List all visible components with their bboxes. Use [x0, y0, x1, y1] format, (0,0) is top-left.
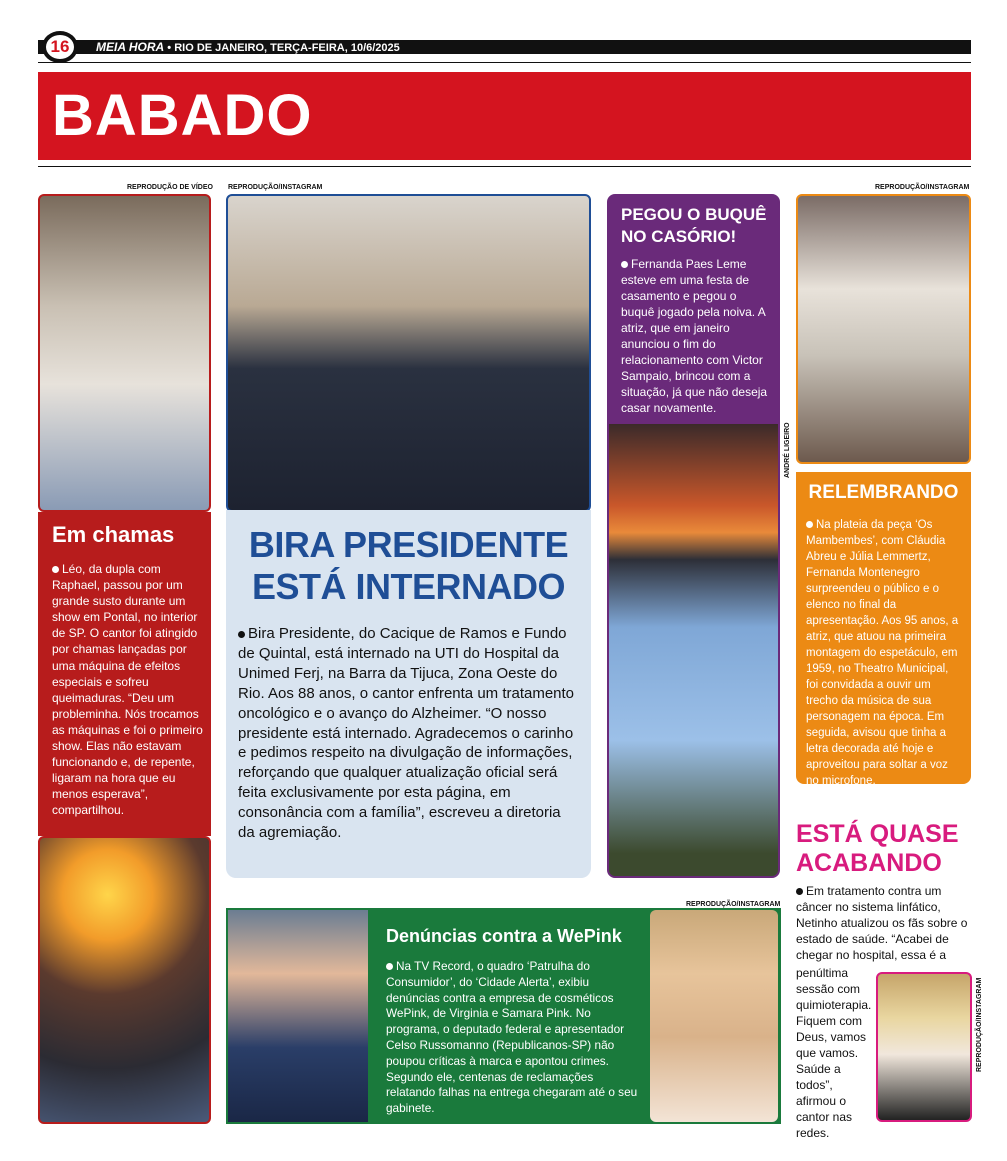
relembrando-text [806, 517, 961, 789]
photo-fernanda-paes-leme [607, 422, 780, 878]
em-chamas-title: Em chamas [52, 522, 175, 547]
photo-credit-netinho: REPRODUÇÃO/INSTAGRAM [976, 977, 983, 1072]
photo-leo-singer [38, 194, 211, 512]
bullet-icon [52, 566, 59, 573]
bira-text [238, 624, 578, 843]
relembrando-title: RELEMBRANDO [808, 482, 959, 503]
relembrando-body: Na plateia da peça ‘Os Mambembes’, com Cláudia Abreu e Júlia Lemmertz, Fernanda Montenegro surpreendeu o público e o elenco no final da apresentação. Aos 95 anos, a atriz, que atuou na primeira montagem do espetáculo, em 1959, no Theatro Municipal, foi convidada a ouvir um trecho da música de sua personagem na época. Em seguida, avisou que tinha a letra decorada até hoje e aproveitou para soltar a voz no microfone. [806, 519, 959, 787]
photo-netinho [876, 972, 972, 1122]
bullet-icon [386, 963, 393, 970]
section-title: BABADO [52, 83, 313, 148]
bira-headline: BIRA PRESIDENTE ESTÁ INTERNADO [248, 524, 569, 607]
photo-leo-flames [38, 836, 211, 1124]
photo-bira-presidente [226, 194, 591, 512]
bullet-icon [621, 261, 628, 268]
photo-credit-montenegro: REPRODUÇÃO/INSTAGRAM [875, 184, 970, 191]
quase-acabando-body-top: Em tratamento contra um câncer no sistema linfático, Netinho atualizou os fãs sobre o estado de saúde. “Acabei de chegar no hospital, essa é a [796, 884, 968, 962]
bullet-icon [806, 521, 813, 528]
photo-credit-wepink: REPRODUÇÃO/INSTAGRAM [686, 901, 781, 908]
photo-credit-bira: REPRODUÇÃO/INSTAGRAM [228, 184, 323, 191]
wepink-title: Denúncias contra a WePink [386, 926, 622, 946]
photo-credit-fernanda: ANDRÉ LIGEIRO [784, 422, 791, 478]
buque-body: Fernanda Paes Leme esteve em uma festa de casamento e pegou o buquê jogado pela noiva. A atriz, que em janeiro anunciou o fim do relacionamento com Victor Sampaio, brincou com a situação, já que não deseja casar novamente. [621, 257, 768, 415]
quase-acabando-text [796, 883, 971, 963]
bullet-icon [238, 631, 245, 638]
masthead-info: • RIO DE JANEIRO, TERÇA-FEIRA, 10/6/2025 [167, 42, 400, 54]
photo-credit-video: REPRODUÇÃO DE VÍDEO [127, 184, 213, 191]
header-rule [38, 62, 971, 63]
wepink-text [386, 959, 641, 1117]
quase-acabando-text-side: penúltima sessão com quimioterapia. Fiquem com Deus, vamos que vamos. Saúde a todos”, afirmou o cantor nas redes. [796, 966, 872, 1140]
buque-title: PEGOU O BUQUÊ NO CASÓRIO! [621, 205, 767, 246]
quase-acabando-title: ESTÁ QUASE ACABANDO [796, 820, 959, 877]
masthead [96, 40, 400, 54]
photo-celso-russomanno-frame [228, 910, 368, 1122]
em-chamas-body: Léo, da dupla com Raphael, passou por um grande susto durante um show em Pontal, no interior de SP. O cantor foi atingido por chamas lançadas por uma máquina de efeitos especiais e sofreu queimaduras. “Deu um probleminha. Nós trocamos as máquinas e foi o primeiro show. Elas não estavam funcionando e, de repente, ligaram na hora que eu menos esperava”, compartilhou. [52, 562, 203, 818]
photo-virginia [650, 910, 778, 1122]
buque-text [621, 256, 773, 416]
page-number: 16 [42, 31, 78, 63]
bullet-icon [796, 888, 803, 895]
masthead-name: MEIA HORA [96, 40, 165, 54]
bira-body: Bira Presidente, do Cacique de Ramos e Fundo de Quintal, está internado na UTI do Hospital da Unimed Ferj, na Barra da Tijuca, Zona Oeste do Rio. Aos 88 anos, o cantor enfrenta um tratamento oncológico e o avanço do Alzheimer. “O nosso presidente está internado. Agradecemos o carinho e pedimos respeito na divulgação de informações, reforçando que qualquer atualização oficial será feita exclusivamente por esta página, em consonância com a família”, escreveu a diretoria da agremiação. [238, 625, 575, 842]
em-chamas-text [52, 561, 204, 819]
photo-fernanda-montenegro [796, 194, 971, 464]
wepink-body: Na TV Record, o quadro ‘Patrulha do Consumidor’, do ‘Cidade Alerta’, exibiu denúncias contra a empresa de cosméticos WePink, de Virginia e Samara Pink. No programa, o deputado federal e apresentador Celso Russomanno (Republicanos-SP) não poupou críticas à marca e apontou crimes. Segundo ele, centenas de reclamações relatando falhas na entrega chegaram até o seu gabinete. [386, 959, 638, 1116]
banner-rule [38, 166, 971, 167]
